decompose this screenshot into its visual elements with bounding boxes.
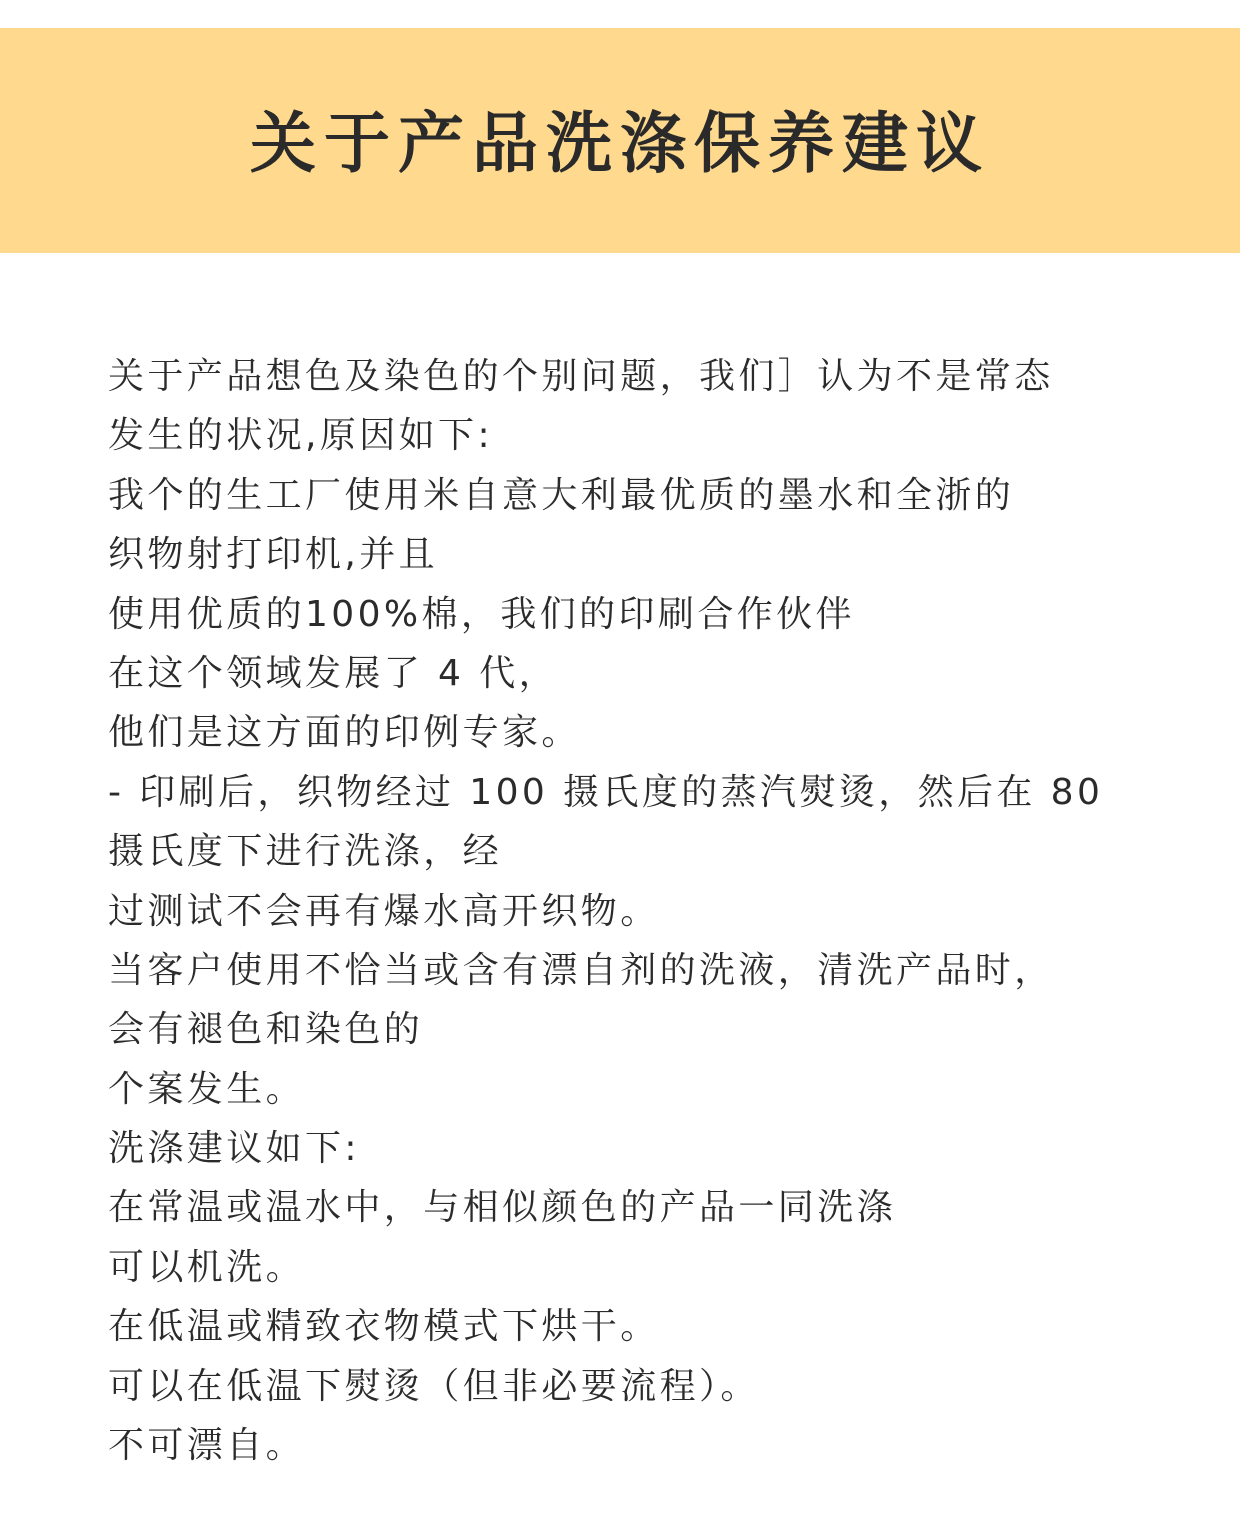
content-body <box>108 347 1168 1475</box>
page-title: 关于产品洗涤保养建议 <box>250 104 990 182</box>
content-line: 织物射打印机,并且 <box>108 534 439 576</box>
content-line: 摄氏度下进行洗涤，经 <box>108 831 503 873</box>
content-line: 过测试不会再有爆水高开织物。 <box>108 890 660 932</box>
header-banner <box>0 28 1240 253</box>
content-line: 在低温或精致衣物模式下烘干。 <box>108 1306 660 1348</box>
content-line: 不可漂自。 <box>108 1425 306 1467</box>
content-line: 在常温或温水中，与相似颜色的产品一同洗涤 <box>108 1187 897 1229</box>
content-line: 会有褪色和染色的 <box>108 1009 424 1051</box>
content-line: 他们是这方面的印例专家。 <box>108 712 581 754</box>
content-line: 使用优质的100%棉，我们的印刷合作伙伴 <box>108 593 855 635</box>
content-line: 洗涤建议如下: <box>108 1128 360 1170</box>
content-line: - 印刷后，织物经过 100 摄氏度的蒸汽熨烫，然后在 80 <box>108 771 1104 813</box>
content-line: 个案发生。 <box>108 1068 306 1110</box>
content-line: 在这个领域发展了 4 代， <box>108 652 558 694</box>
content-line: 可以机洗。 <box>108 1246 306 1288</box>
content-line: 发生的状况,原因如下: <box>108 415 493 457</box>
content-line: 我个的生工厂使用米自意大利最优质的墨水和全浙的 <box>108 474 1015 516</box>
content-line: 当客户使用不恰当或含有漂自剂的洗液，清洗产品时， <box>108 949 1054 991</box>
content-line: 可以在低温下熨烫（但非必要流程）。 <box>108 1365 760 1407</box>
content-line: 关于产品想色及染色的个别问题，我们］认为不是常态 <box>108 356 1054 397</box>
